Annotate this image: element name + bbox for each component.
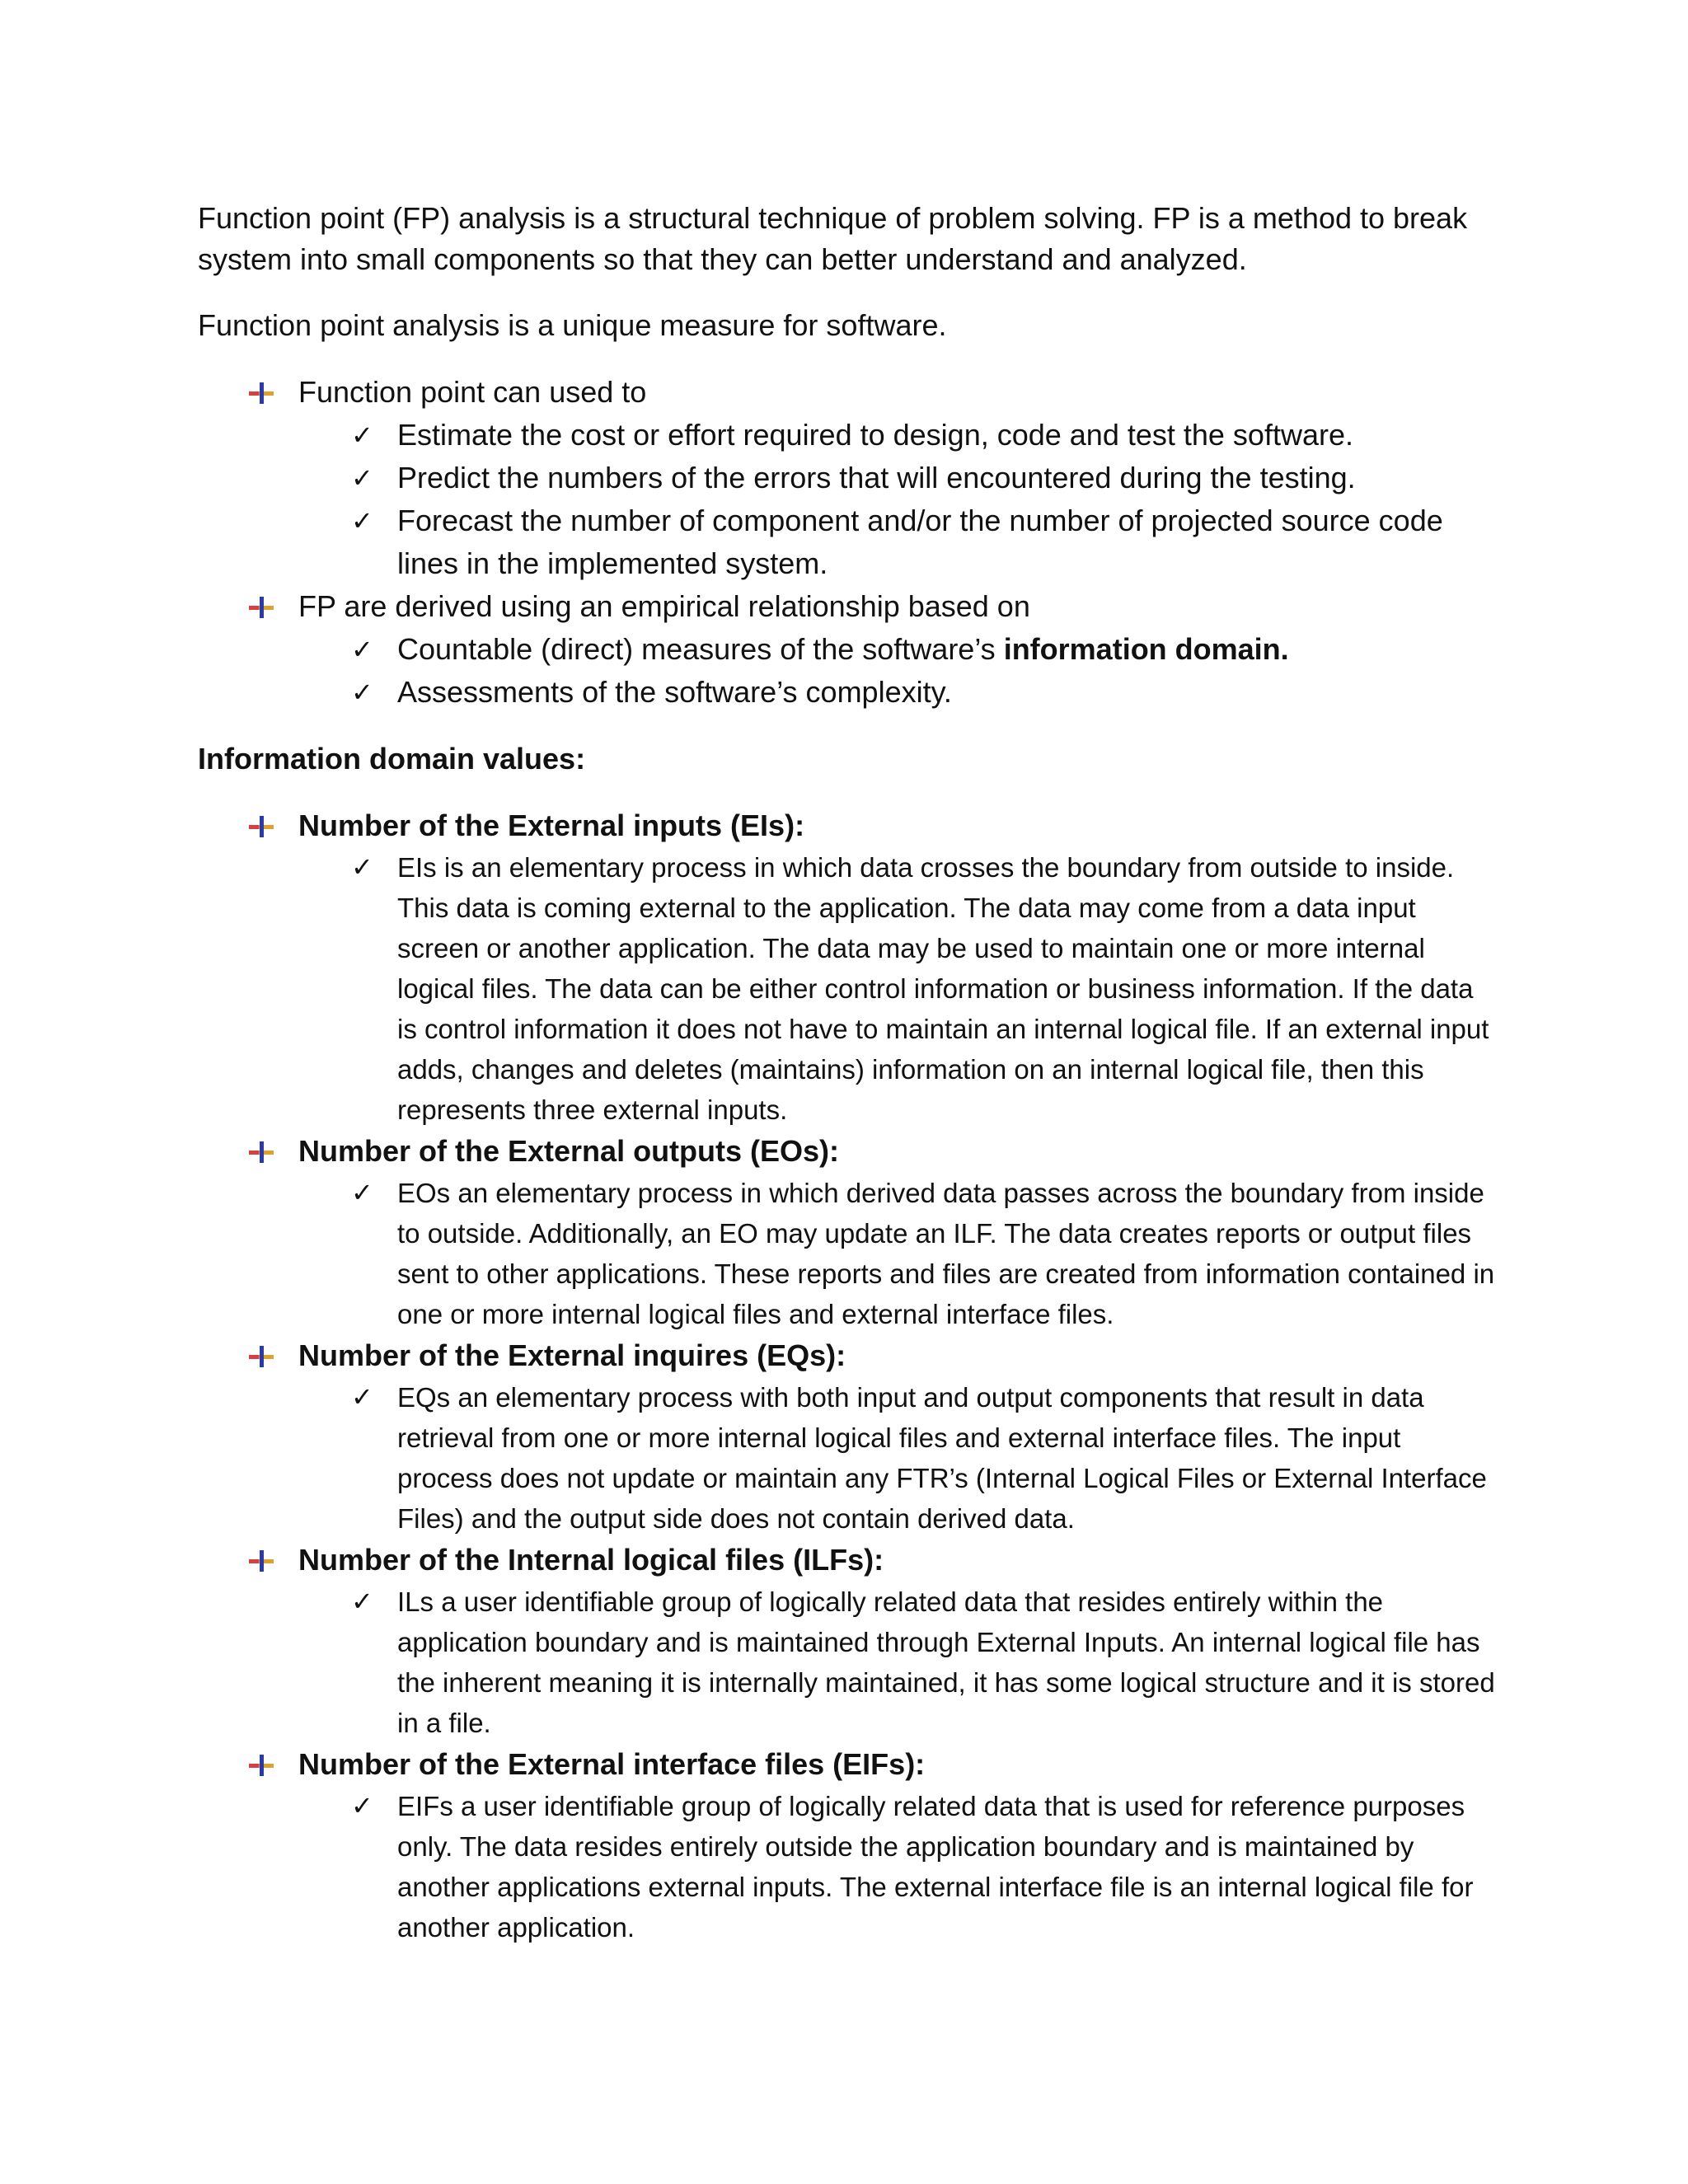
checkmark-icon: ✓	[351, 505, 373, 537]
information-domain-emphasis: information domain.	[1003, 632, 1289, 666]
plus-arrow-bullet-icon	[249, 1755, 274, 1776]
list-item: ✓ EIs is an elementary process in which data crosses the boundary from outside to inside. This data is coming external to the application. The data may come from a data input screen or another application. The data may be used to maintain one or more internal logical files. The data can be either control information or business information. If the data is control information it does not have to maintain an internal logical file. If an external input adds, changes and deletes (maintains) information on an internal logical file, then this represents three external inputs.	[298, 847, 1500, 1130]
list-item-derived	[198, 585, 1500, 714]
section-internal-logical-files	[198, 1539, 1500, 1743]
section-title: Number of the Internal logical files (ILFs):	[298, 1543, 884, 1577]
checkmark-icon: ✓	[351, 677, 373, 708]
section-external-outputs	[198, 1130, 1500, 1334]
list-item: ✓ Forecast the number of component and/or the number of projected source code lines in the implemented system.	[298, 499, 1500, 585]
plus-arrow-bullet-icon	[249, 597, 274, 618]
checkmark-icon: ✓	[351, 1381, 373, 1413]
plus-arrow-bullet-icon	[249, 1550, 274, 1572]
list-item: ✓ Countable (direct) measures of the software’s information domain.	[298, 628, 1500, 671]
checkmark-icon: ✓	[351, 419, 373, 451]
info-domain-list	[198, 804, 1500, 1947]
checkmark-icon: ✓	[351, 1586, 373, 1617]
list-item: ✓ Predict the numbers of the errors that will encountered during the testing.	[298, 457, 1500, 499]
list-item: ✓ EQs an elementary process with both input and output components that result in data retrieval from one or more internal logical files and external interface files. The input process does not update or maintain any FTR’s (Internal Logical Files or External Interface Files) and the output side does not contain derived data.	[298, 1377, 1500, 1539]
section-external-interface-files	[198, 1743, 1500, 1947]
section-external-inputs	[198, 804, 1500, 1130]
uses-sub-list	[298, 414, 1500, 585]
list-item: ✓ EIFs a user identifiable group of logically related data that is used for reference purposes only. The data resides entirely outside the application boundary and is maintained by another applications external inputs. The external interface file is an internal logical file for another application.	[298, 1786, 1500, 1947]
section-title: Number of the External interface files (EIFs):	[298, 1747, 926, 1781]
list-item: ✓ Estimate the cost or effort required to design, code and test the software.	[298, 414, 1500, 457]
checkmark-icon: ✓	[351, 1790, 373, 1821]
plus-arrow-bullet-icon	[249, 1141, 274, 1163]
intro-paragraph-2: Function point analysis is a unique measure for software.	[198, 308, 947, 342]
derived-sub-list	[298, 628, 1500, 714]
checkmark-icon: ✓	[351, 851, 373, 883]
section-title: Number of the External inputs (EIs):	[298, 808, 805, 842]
section-title: Number of the External outputs (EOs):	[298, 1134, 840, 1168]
list-item-uses	[198, 371, 1500, 585]
fp-bullet-list	[198, 371, 1500, 714]
checkmark-icon: ✓	[351, 634, 373, 665]
plus-arrow-bullet-icon	[249, 382, 274, 404]
list-item: ✓ EOs an elementary process in which derived data passes across the boundary from inside to outside. Additionally, an EO may update an ILF. The data creates reports or output files sent to other applications. These reports and files are created from information contained in one or more internal logical files and external interface files.	[298, 1173, 1500, 1334]
derived-label: FP are derived using an empirical relationship based on	[298, 589, 1030, 623]
checkmark-icon: ✓	[351, 462, 373, 494]
plus-arrow-bullet-icon	[249, 816, 274, 837]
intro-paragraph-1: Function point (FP) analysis is a structural technique of problem solving. FP is a method to break system into small components so that they can better understand and analyzed.	[198, 201, 1468, 276]
list-item: ✓ ILs a user identifiable group of logically related data that resides entirely within the application boundary and is maintained through External Inputs. An internal logical file has the inherent meaning it is internally maintained, it has some logical structure and it is stored in a file.	[298, 1582, 1500, 1743]
checkmark-icon: ✓	[351, 1177, 373, 1208]
plus-arrow-bullet-icon	[249, 1346, 274, 1367]
document-page	[198, 198, 1500, 1947]
section-title: Number of the External inquires (EQs):	[298, 1338, 846, 1372]
uses-label: Function point can used to	[298, 375, 647, 409]
section-external-inquires	[198, 1334, 1500, 1539]
information-domain-heading: Information domain values:	[198, 742, 586, 776]
list-item: ✓ Assessments of the software’s complexity.	[298, 671, 1500, 714]
